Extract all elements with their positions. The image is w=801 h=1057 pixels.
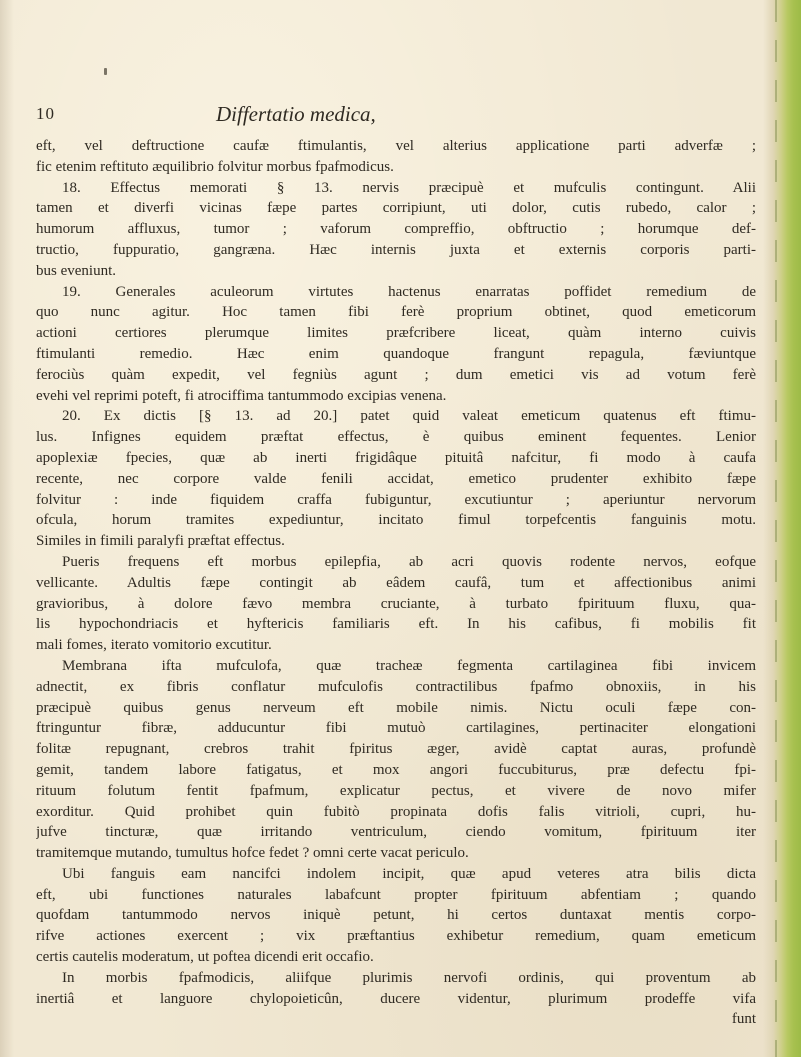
body-text [36, 136, 756, 1030]
text-line: rituum folutum fentit fpafmum, explicatur pectus, et vivere de novo mifer [36, 782, 756, 799]
text-line: rifve actiones exercent ; vix præftantius exhibetur remedium, quam emeticum [36, 928, 756, 945]
text-line: folvitur : inde fiquidem craffa fubiguntur, excutiuntur ; aperiuntur nervorum [36, 491, 756, 508]
text-line: eft, ubi functiones naturales labafcunt propter fpirituum abfentiam ; quando [36, 886, 756, 903]
gutter-shadow [0, 0, 14, 1057]
running-head [36, 104, 736, 134]
text-line: evehi vel reprimi poteft, fi atrociffima tantummodo excipias venena. [36, 387, 447, 404]
text-line: funt [731, 1011, 756, 1028]
page-number: 10 [36, 104, 55, 123]
text-line: recente, nec corpore valde fenili accidat, emetico prudenter exhibito fæpe [36, 470, 756, 487]
text-line: ftringuntur fibræ, adducuntur fibi mutuò cartilagines, pertinaciter elongationi [36, 720, 756, 737]
text-line: lus. Infignes equidem præftat effectus, è quibus eminent fequentes. Lenior [36, 429, 756, 446]
text-line: quofdam tantummodo nervos iniquè petunt, hi certos duntaxat mentis corpo- [36, 907, 756, 924]
text-line: quo nunc agitur. Hoc tamen fibi ferè proprium obtinet, quod emeticorum [36, 304, 756, 321]
text-line: lis hypochondriacis et hyftericis familiaris eft. In his cafibus, fi mobilis fit [36, 616, 756, 633]
text-line: 20. Ex dictis [§ 13. ad 20.] patet quid valeat emeticum quatenus eft ftimu- [62, 408, 756, 425]
text-line: folitæ repugnant, crebros trahit fpiritus æger, avidè captat auras, profundè [36, 741, 756, 758]
text-line: tramitemque mutando, tumultus hofce fedet ? omni certe vacat periculo. [36, 845, 469, 862]
text-line: Ubi fanguis eam nancifci indolem incipit, quæ apud veteres atra bilis dicta [62, 865, 756, 882]
ink-mark [104, 68, 107, 75]
text-line: apoplexiæ fpecies, quæ ab inerti frigidâque pituitâ nafcitur, fi modo à caufa [36, 449, 756, 466]
text-line: eft, vel deftructione caufæ ftimulantis, vel alterius applicatione parti adverfæ ; [36, 138, 756, 154]
text-line: jufve tincturæ, quæ irritando ventriculum, ciendo vomitum, fpirituum iter [36, 824, 756, 841]
running-title: Differtatio medica, [216, 102, 376, 126]
text-line: inertiâ et languore chylopoieticûn, ducere videntur, plurimum prodeffe vifa [36, 990, 756, 1007]
text-line: In morbis fpafmodicis, aliifque plurimis nervofi ordinis, qui proventum ab [62, 969, 756, 986]
text-line: ftimulanti remedio. Hæc enim quandoque frangunt repagula, fæviuntque [36, 345, 756, 362]
text-line: tamen et diverfi vicinas fæpe partes corripiunt, uti dolor, cutis rubedo, calor ; [36, 200, 756, 217]
text-line: 19. Generales aculeorum virtutes hactenus enarratas poffidet remedium de [62, 283, 756, 300]
text-line: præcipuè quibus genus nerveum eft mobile nimis. Nictu oculi fæpe con- [36, 699, 756, 716]
text-line: 18. Effectus memorati § 13. nervis præcipuè et mufculis contingunt. Alii [62, 179, 756, 196]
page-edge-stain [763, 0, 801, 1057]
text-line: Similes in fimili paralyfi præftat effectus. [36, 533, 285, 550]
text-line: humorum affluxus, tumor ; vaforum compreffio, obftructio ; horumque def- [36, 221, 756, 238]
text-line: tructio, fuppuratio, gangræna. Hæc internis juxta et externis corporis parti- [36, 241, 756, 258]
text-line: Pueris frequens eft morbus epilepfia, ab acri quovis rodente nervos, eofque [62, 553, 756, 570]
text-line: vellicante. Adultis fæpe contingit ab eâdem caufâ, tum et affectionibus animi [36, 574, 756, 591]
text-line: certis cautelis moderatum, ut poftea dicendi erit occafio. [36, 949, 374, 966]
text-line: exorditur. Quid prohibet quin fubitò propinata dofis falis vitrioli, cupri, hu- [36, 803, 756, 820]
text-line: adnectit, ex fibris conflatur mufculofis contractilibus fpafmo obnoxiis, in his [36, 678, 756, 695]
text-line: ferociùs quàm expedit, vel fegniùs agunt ; dum emetici vis ad votum ferè [36, 366, 756, 383]
text-line: Membrana ifta mufculofa, quæ tracheæ fegmenta cartilaginea fibi invicem [62, 657, 756, 674]
text-line: bus eveniunt. [36, 262, 116, 279]
text-line: gemit, tandem labore fatigatus, et mox angori fuccubiturus, præ defectu fpi- [36, 761, 756, 778]
text-line: ofcula, horum tramites expediuntur, incitato fimul torpefcentis fanguinis motu. [36, 512, 756, 529]
text-line: mali fomes, iterato vomitorio excutitur. [36, 637, 272, 654]
text-line: gravioribus, à dolore fævo membra cruciante, à turbato fpirituum fluxu, qua- [36, 595, 756, 612]
text-line: actioni certiores plerumque limites præfcribere liceat, quàm interno cuivis [36, 325, 756, 342]
text-line: fic etenim reftituto æquilibrio folvitur morbus fpafmodicus. [36, 158, 394, 175]
